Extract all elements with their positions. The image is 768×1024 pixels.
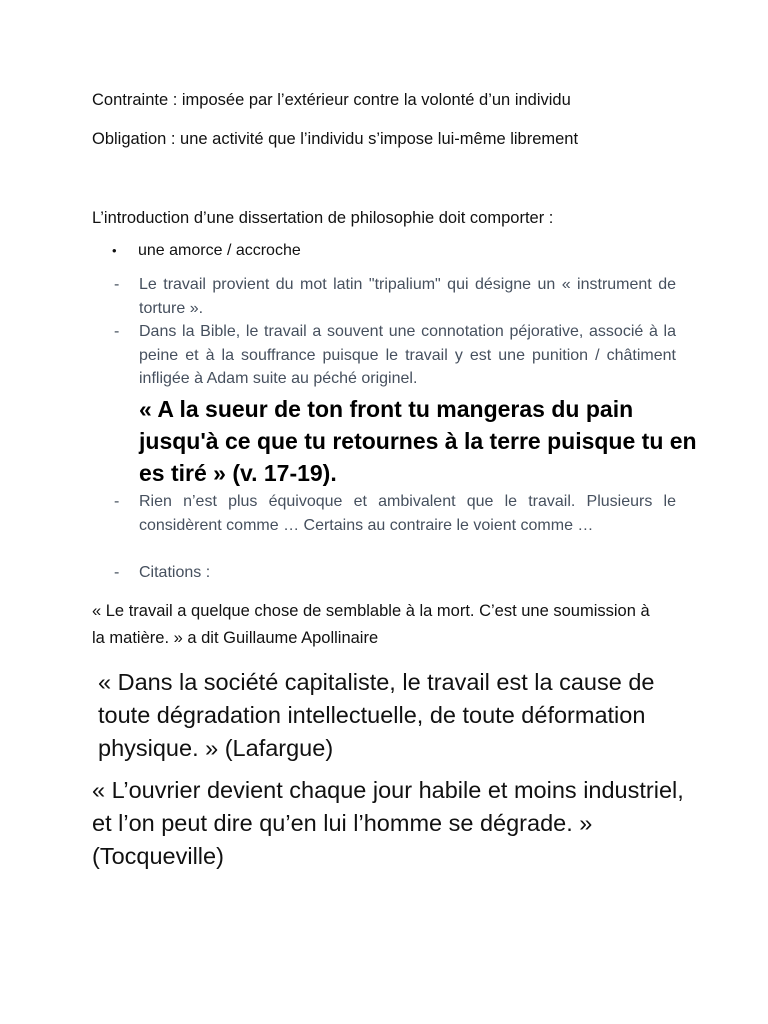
dash-item-text: Le travail provient du mot latin "tripalium" qui désigne un « instrument de torture ». — [139, 276, 676, 317]
quote-apollinaire: « Le travail a quelque chose de semblable à la mort. C’est une soumission à la matière. » a dit Guillaume Apollinaire — [92, 602, 650, 647]
dash-marker-icon: - — [114, 276, 120, 293]
dash-item-ambivalence — [114, 490, 676, 537]
quote-lafargue: « Dans la société capitaliste, le travail est la cause de toute dégradation intellectuelle, de toute déformation physique. » (Lafargue) — [98, 669, 655, 761]
bullet-dot-icon: • — [112, 243, 117, 258]
dash-item-text: Citations : — [139, 564, 211, 581]
bullet-text: une amorce / accroche — [138, 242, 301, 259]
dash-item-citations — [114, 561, 676, 585]
definition-obligation: Obligation : une activité que l’individu s’impose lui-même librement — [92, 130, 579, 148]
dash-item-tripalium — [114, 273, 676, 320]
definition-contrainte: Contrainte : imposée par l’extérieur contre la volonté d’un individu — [92, 91, 571, 109]
quote-tocqueville: « L’ouvrier devient chaque jour habile et moins industriel, et l’on peut dire qu’en lui l’homme se dégrade. » (Tocqueville) — [92, 777, 684, 869]
dash-item-text: Dans la Bible, le travail a souvent une connotation péjorative, associé à la peine et à la souffrance puisque le travail y est une punition / châtiment infligée à Adam suite au péché originel. — [139, 323, 676, 387]
bullet-item — [112, 241, 301, 261]
dash-marker-icon: - — [114, 493, 120, 510]
dash-marker-icon: - — [114, 564, 120, 581]
dash-marker-icon: - — [114, 323, 120, 340]
dash-item-bible — [114, 320, 676, 391]
intro-heading: L’introduction d’une dissertation de philosophie doit comporter : — [92, 209, 554, 227]
dash-item-text: Rien n’est plus équivoque et ambivalent que le travail. Plusieurs le considèrent comme … Certains au contraire le voient comme … — [139, 493, 676, 534]
bible-quote: « A la sueur de ton front tu mangeras du pain jusqu'à ce que tu retournes à la terre puisque tu en es tiré » (v. 17-19). — [139, 396, 697, 486]
